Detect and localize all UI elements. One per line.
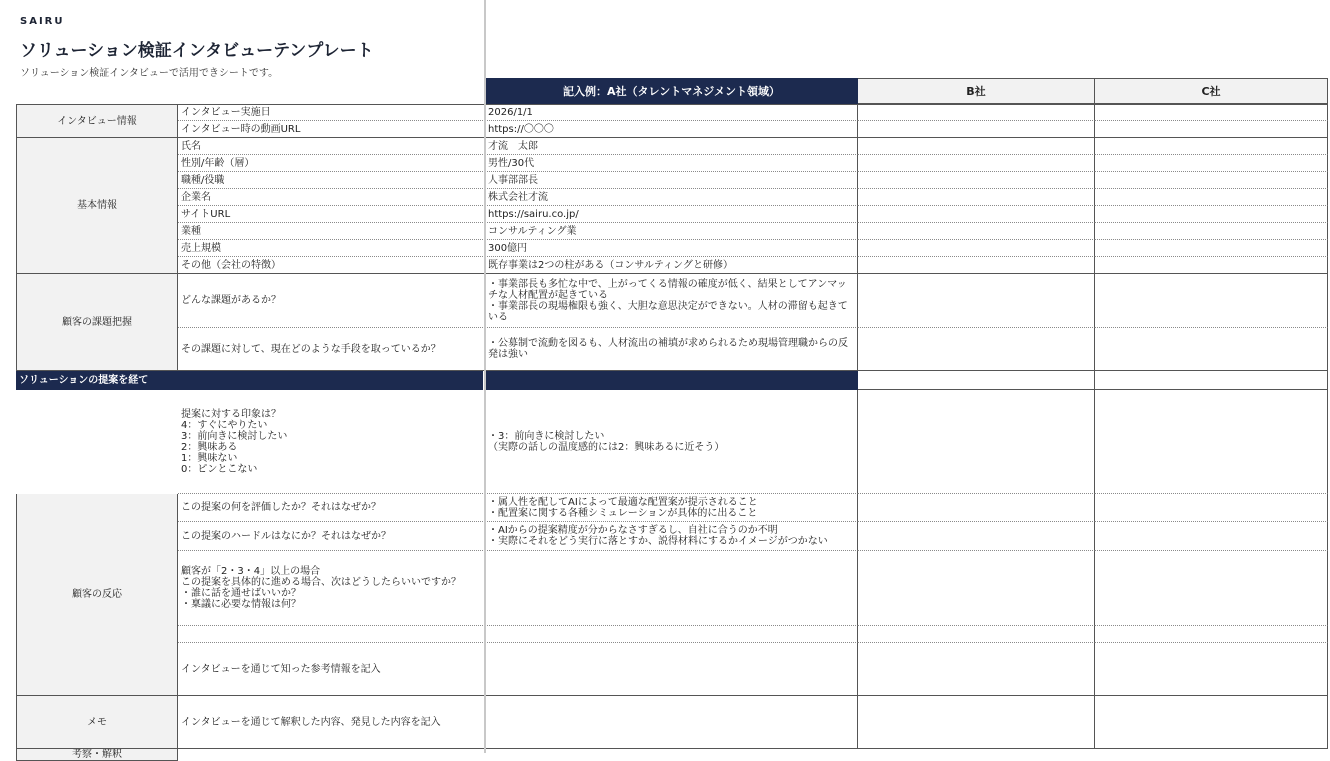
band-cell-c[interactable]	[1095, 371, 1328, 390]
question-cell[interactable]: この提案のハードルはなにか？それはなぜか？	[178, 522, 485, 551]
answer-cell-a[interactable]	[485, 551, 858, 626]
question-cell[interactable]: 売上規模	[178, 240, 485, 257]
section-band-a	[485, 371, 858, 390]
answer-cell-b[interactable]	[858, 551, 1095, 626]
answer-cell-b[interactable]	[858, 138, 1095, 155]
freeze-pane-divider[interactable]	[484, 0, 486, 753]
answer-cell-a[interactable]: https://〇〇〇	[485, 121, 858, 138]
question-cell[interactable]: 性別/年齢（層）	[178, 155, 485, 172]
column-header-c[interactable]: C社	[1095, 78, 1328, 104]
answer-cell-b[interactable]	[858, 189, 1095, 206]
question-cell[interactable]: 企業名	[178, 189, 485, 206]
answer-cell-a[interactable]: ・AIからの提案精度が分からなさすぎるし、自社に合うのか不明 ・実際にそれをどう実行に落とすか、説得材料にするかイメージがつかない	[485, 522, 858, 551]
answer-cell-a[interactable]: 男性/30代	[485, 155, 858, 172]
column-header-b[interactable]: B社	[858, 78, 1095, 104]
question-cell[interactable]: この提案の何を評価したか？それはなぜか？	[178, 494, 485, 522]
answer-cell-c[interactable]	[1095, 643, 1328, 696]
answer-cell-c[interactable]	[1095, 274, 1328, 328]
answer-cell-b[interactable]	[858, 172, 1095, 189]
answer-cell-a[interactable]: 才流 太郎	[485, 138, 858, 155]
page-title: ソリューション検証インタビューテンプレート	[20, 41, 374, 61]
answer-cell-c[interactable]	[1095, 257, 1328, 274]
answer-cell-a[interactable]: ・事業部長も多忙な中で、上がってくる情報の確度が低く、結果としてアンマッチな人材配置が起きている ・事業部長の現場権限も強く、大胆な意思決定ができない。人材の滞留も起きている	[485, 274, 858, 328]
category-customer-reaction: 顧客の反応	[16, 494, 178, 696]
answer-cell-b[interactable]	[858, 206, 1095, 223]
answer-cell-b[interactable]	[858, 257, 1095, 274]
answer-cell-c[interactable]	[1095, 104, 1328, 121]
answer-cell-c[interactable]	[1095, 155, 1328, 172]
answer-cell-c[interactable]	[1095, 328, 1328, 371]
answer-cell-c[interactable]	[1095, 172, 1328, 189]
question-cell[interactable]: 氏名	[178, 138, 485, 155]
answer-cell-c[interactable]	[1095, 121, 1328, 138]
category-issue-grasp: 顧客の課題把握	[16, 274, 178, 371]
answer-cell-b[interactable]	[858, 240, 1095, 257]
answer-cell-b[interactable]	[858, 522, 1095, 551]
answer-cell-a[interactable]: 既存事業は2つの柱がある（コンサルティングと研修）	[485, 257, 858, 274]
site-url-link[interactable]: https://sairu.co.jp/	[485, 206, 858, 223]
question-cell[interactable]: インタビュー実施日	[178, 104, 485, 121]
question-cell[interactable]: インタビューを通じて解釈した内容、発見した内容を記入	[178, 696, 485, 749]
brand-logo: SAIRU	[20, 16, 65, 27]
answer-cell-a[interactable]: ・3：前向きに検討したい （実際の話しの温度感的には2：興味あるに近そう）	[485, 390, 858, 494]
band-cell-b[interactable]	[858, 371, 1095, 390]
answer-cell-a[interactable]: コンサルティング業	[485, 223, 858, 240]
answer-cell-c[interactable]	[1095, 626, 1328, 643]
question-cell[interactable]	[178, 626, 485, 643]
answer-cell-a[interactable]	[485, 626, 858, 643]
answer-cell-c[interactable]	[1095, 522, 1328, 551]
answer-cell-a[interactable]: 300億円	[485, 240, 858, 257]
answer-cell-a[interactable]	[485, 696, 858, 749]
question-cell[interactable]: サイトURL	[178, 206, 485, 223]
answer-cell-a[interactable]: ・属人性を配してAIによって最適な配置案が提示されること ・配置案に関する各種シミュレーションが具体的に出ること	[485, 494, 858, 522]
answer-cell-c[interactable]	[1095, 696, 1328, 749]
answer-cell-a[interactable]	[485, 643, 858, 696]
answer-cell-b[interactable]	[858, 155, 1095, 172]
answer-cell-c[interactable]	[1095, 240, 1328, 257]
section-band-solution: ソリューションの提案を経て	[16, 371, 483, 390]
column-header-a[interactable]: 記入例：A社（タレントマネジメント領域）	[485, 78, 858, 104]
answer-cell-c[interactable]	[1095, 206, 1328, 223]
answer-cell-a[interactable]: 人事部部長	[485, 172, 858, 189]
question-cell[interactable]: 業種	[178, 223, 485, 240]
category-memo: メモ	[16, 696, 178, 749]
answer-cell-c[interactable]	[1095, 138, 1328, 155]
answer-cell-b[interactable]	[858, 643, 1095, 696]
question-cell[interactable]: 職種/役職	[178, 172, 485, 189]
answer-cell-b[interactable]	[858, 121, 1095, 138]
answer-cell-b[interactable]	[858, 104, 1095, 121]
answer-cell-b[interactable]	[858, 274, 1095, 328]
answer-cell-a[interactable]: 2026/1/1	[485, 104, 858, 121]
answer-cell-c[interactable]	[1095, 390, 1328, 494]
answer-cell-c[interactable]	[1095, 551, 1328, 626]
question-cell[interactable]: インタビューを通じて知った参考情報を記入	[178, 643, 485, 696]
answer-cell-b[interactable]	[858, 696, 1095, 749]
page-subtitle: ソリューション検証インタビューで活用できシートです。	[20, 68, 279, 79]
answer-cell-c[interactable]	[1095, 223, 1328, 240]
answer-cell-c[interactable]	[1095, 189, 1328, 206]
category-interview-info: インタビュー情報	[16, 104, 178, 138]
question-cell[interactable]: その課題に対して、現在どのような手段を取っているか？	[178, 328, 485, 371]
answer-cell-b[interactable]	[858, 626, 1095, 643]
question-cell[interactable]: 提案に対する印象は？ 4：すぐにやりたい 3：前向きに検討したい 2：興味ある 1：興味ない 0：ピンとこない	[178, 390, 485, 494]
question-cell[interactable]: 顧客が「2・3・4」以上の場合 この提案を具体的に進める場合、次はどうしたらいいですか？ ・誰に話を通せばいいか？ ・稟議に必要な情報は何？	[178, 551, 485, 626]
answer-cell-a[interactable]: ・公募制で流動を図るも、人材流出の補填が求められるため現場管理職からの反発は強い	[485, 328, 858, 371]
answer-cell-a[interactable]: 株式会社才流	[485, 189, 858, 206]
spreadsheet-grid	[16, 0, 1328, 760]
answer-cell-b[interactable]	[858, 328, 1095, 371]
category-analysis: 考察・解釈	[16, 749, 178, 761]
answer-cell-b[interactable]	[858, 494, 1095, 522]
answer-cell-b[interactable]	[858, 223, 1095, 240]
question-cell[interactable]: どんな課題があるか？	[178, 274, 485, 328]
answer-cell-b[interactable]	[858, 390, 1095, 494]
question-cell[interactable]: インタビュー時の動画URL	[178, 121, 485, 138]
question-cell[interactable]: その他（会社の特徴）	[178, 257, 485, 274]
category-basic-info: 基本情報	[16, 138, 178, 274]
answer-cell-c[interactable]	[1095, 494, 1328, 522]
